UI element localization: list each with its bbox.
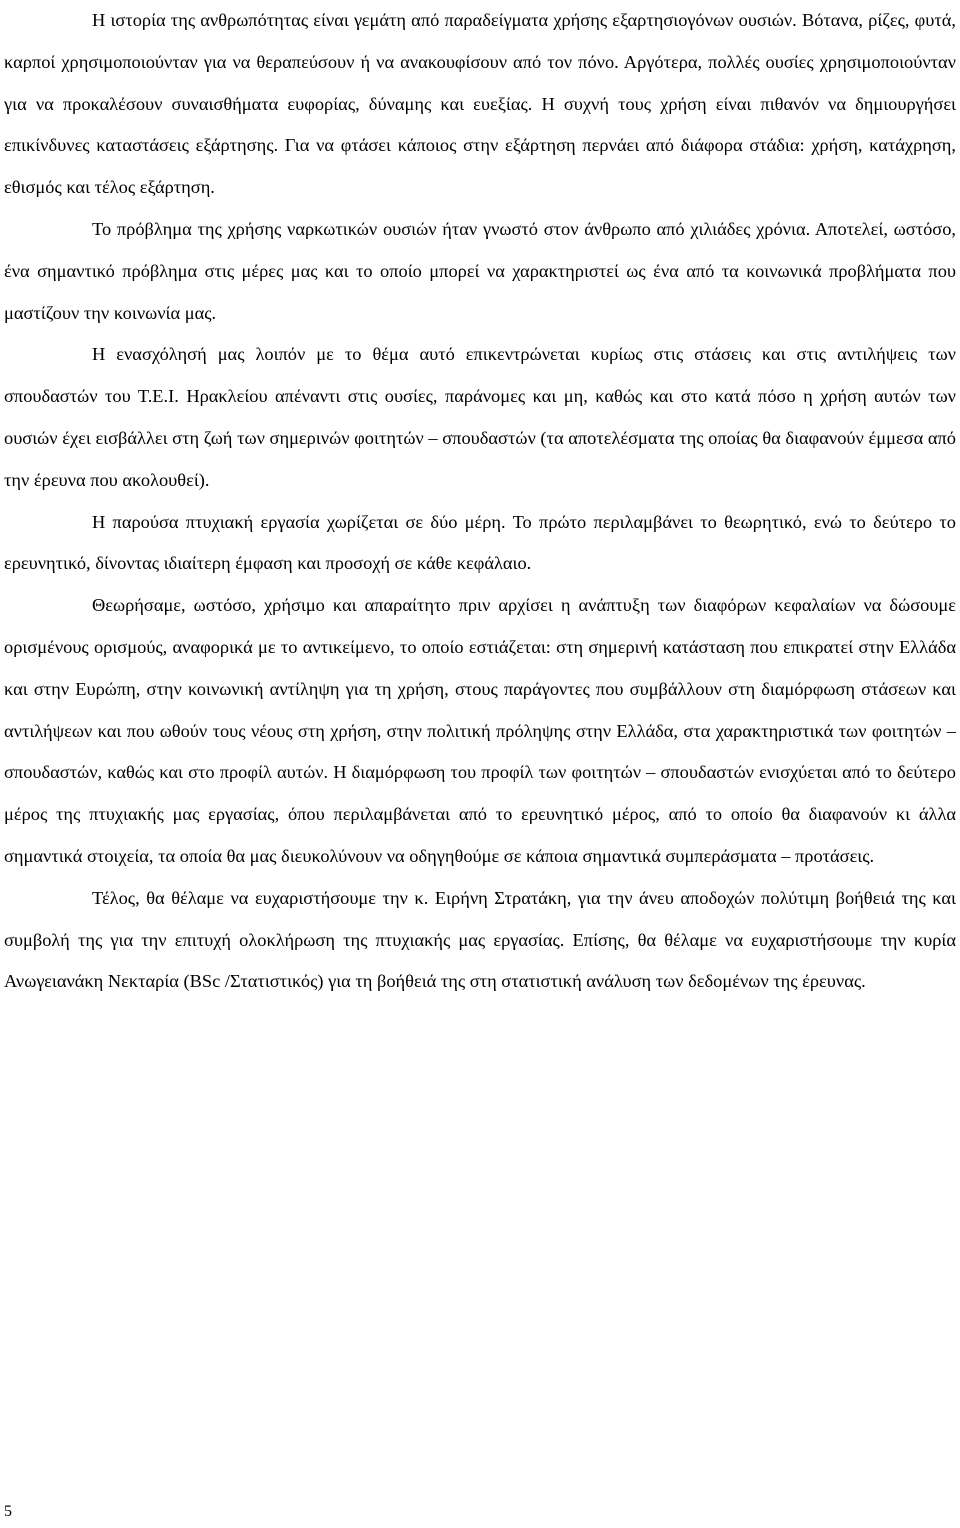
paragraph-3: Η ενασχόλησή μας λοιπόν με το θέμα αυτό επικεντρώνεται κυρίως στις στάσεις και στις αντιλήψεις των σπουδαστών του Τ.Ε.Ι. Ηρακλείου απέναντι στις ουσίες, παράνομες και μη, καθώς και στο κατά πόσο η χρήση αυτών των ουσιών έχει εισβάλλει στη ζωή των σημερινών φοιτητών – σπουδαστών (τα αποτελέσματα της οποίας θα διαφανούν έμμεσα από την έρευνα που ακολουθεί). [4,344,956,490]
paragraph-4: Η παρούσα πτυχιακή εργασία χωρίζεται σε δύο μέρη. Το πρώτο περιλαμβάνει το θεωρητικό, ενώ το δεύτερο το ερευνητικό, δίνοντας ιδιαίτερη έμφαση και προσοχή σε κάθε κεφάλαιο. [4,511,956,574]
paragraph-1: Η ιστορία της ανθρωπότητας είναι γεμάτη από παραδείγματα χρήσης εξαρτησιογόνων ουσιών. Βότανα, ρίζες, φυτά, καρποί χρησιμοποιούνταν για να θεραπεύσουν ή να ανακουφίσουν από τον πόνο. Αργότερα, πολλές ουσίες χρησιμοποιούνταν για να προκαλέσουν συναισθήματα ευφορίας, δύναμης και ευεξίας. Η συχνή τους χρήση είναι πιθανόν να δημιουργήσει επικίνδυνες καταστάσεις εξάρτησης. Για να φτάσει κάποιος στην εξάρτηση περνάει από διάφορα στάδια: χρήση, κατάχρηση, εθισμός και τέλος εξάρτηση. [4,10,956,198]
paragraph-2: Το πρόβλημα της χρήσης ναρκωτικών ουσιών ήταν γνωστό στον άνθρωπο από χιλιάδες χρόνια. Αποτελεί, ωστόσο, ένα σημαντικό πρόβλημα στις μέρες μας και το οποίο μπορεί να χαρακτηριστεί ως ένα από τα κοινωνικά προβλήματα που μαστίζουν την κοινωνία μας. [4,218,956,323]
document-body [4,0,956,1003]
page-number: 5 [4,1503,12,1520]
paragraph-5: Θεωρήσαμε, ωστόσο, χρήσιμο και απαραίτητο πριν αρχίσει η ανάπτυξη των διαφόρων κεφαλαίων να δώσουμε ορισμένους ορισμούς, αναφορικά με το αντικείμενο, το οποίο εστιάζεται: στη σημερινή κατάσταση που επικρατεί στην Ελλάδα και στην Ευρώπη, στην κοινωνική αντίληψη για τη χρήση, στους παράγοντες που συμβάλλουν στη διαμόρφωση στάσεων και αντιλήψεων και που ωθούν τους νέους στη χρήση, στην πολιτική πρόληψης στην Ελλάδα, στα χαρακτηριστικά των φοιτητών – σπουδαστών, καθώς και στο προφίλ αυτών. Η διαμόρφωση του προφίλ των φοιτητών – σπουδαστών ενισχύεται από το δεύτερο μέρος της πτυχιακής μας εργασίας, όπου περιλαμβάνεται από το ερευνητικό μέρος, από το οποίο θα διαφανούν κι άλλα σημαντικά στοιχεία, τα οποία θα μας διευκολύνουν να οδηγηθούμε σε κάποια σημαντικά συμπεράσματα – προτάσεις. [4,595,956,866]
paragraph-6: Τέλος, θα θέλαμε να ευχαριστήσουμε την κ. Ειρήνη Στρατάκη, για την άνευ αποδοχών πολύτιμη βοήθειά της και συμβολή της για την επιτυχή ολοκλήρωση της πτυχιακής μας εργασίας. Επίσης, θα θέλαμε να ευχαριστήσουμε την κυρία Ανωγειανάκη Νεκταρία (BSc /Στατιστικός) για τη βοήθειά της στη στατιστική ανάλυση των δεδομένων της έρευνας. [4,887,956,992]
